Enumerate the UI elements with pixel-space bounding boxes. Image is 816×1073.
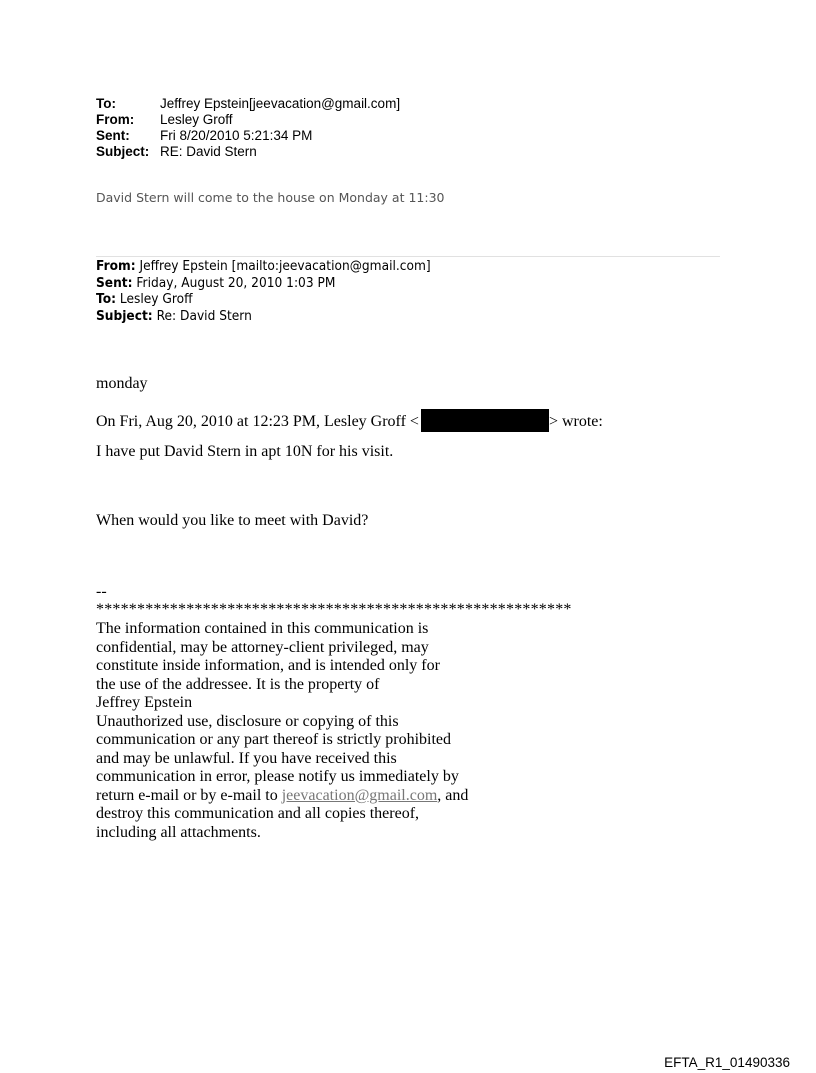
disclaimer-line: and may be unlawful. If you have received this [96, 749, 397, 767]
quoted-from-row [96, 259, 431, 276]
quoted-subject-row [96, 309, 431, 326]
disclaimer-line-prefix: return e-mail or by e-mail to [96, 786, 282, 804]
quoted-subject-value: Re: David Stern [152, 308, 252, 324]
sent-value: Fri 8/20/2010 5:21:34 PM [160, 128, 313, 143]
disclaimer-line: communication or any part thereof is strictly prohibited [96, 731, 452, 748]
to-value: Jeffrey Epstein[jeevacation@gmail.com] [160, 96, 401, 111]
disclaimer-line-suffix: , and [437, 786, 469, 804]
on-date-suffix: > wrote: [548, 413, 603, 430]
subject-label: Subject: [96, 144, 150, 159]
redaction-box [421, 409, 549, 432]
disclaimer-line: including all attachments. [96, 823, 261, 841]
email-header [96, 96, 400, 160]
quoted-from-label: From: [96, 259, 136, 274]
quoted-from-value: Jeffrey Epstein [mailto:jeevacation@gmail.com] [135, 259, 431, 274]
header-sent-row [96, 128, 400, 144]
from-label: From: [96, 112, 135, 127]
disclaimer-line: constitute inside information, and is intended only for [96, 657, 440, 674]
disclaimer-line: communication in error, please notify us immediately by [96, 768, 459, 785]
header-from-row [96, 112, 400, 128]
disclaimer-line: the use of the addressee. It is the property of [96, 675, 380, 693]
quoted-sent-row [96, 276, 431, 293]
sent-label: Sent: [96, 128, 130, 143]
email-link[interactable]: jeevacation@gmail.com [281, 786, 438, 804]
disclaimer-line: Unauthorized use, disclosure or copying of this [96, 712, 399, 730]
disclaimer-line: The information contained in this communication is [96, 620, 429, 637]
signature-stars: ********************************************************** [96, 601, 572, 618]
quoted-sent-value: Friday, August 20, 2010 1:03 PM [132, 275, 336, 291]
disclaimer-line [96, 787, 468, 806]
on-date-line [96, 409, 603, 432]
disclaimer [96, 620, 468, 842]
quoted-subject-label: Subject: [96, 308, 153, 324]
disclaimer-line: destroy this communication and all copies thereof, [96, 805, 420, 822]
quoted-to-label: To: [96, 292, 117, 307]
quoted-to-value: Lesley Groff [116, 292, 193, 307]
disclaimer-line: Jeffrey Epstein [96, 694, 193, 711]
header-to-row [96, 96, 400, 112]
quote-divider [96, 256, 720, 257]
signature-dashes: -- [96, 583, 107, 600]
apt-line: I have put David Stern in apt 10N for his visit. [96, 443, 394, 460]
subject-value: RE: David Stern [160, 144, 257, 159]
quoted-sent-label: Sent: [96, 275, 133, 291]
from-value: Lesley Groff [160, 112, 233, 127]
monday-text: monday [96, 375, 148, 392]
header-subject-row [96, 144, 400, 160]
on-date-prefix: On Fri, Aug 20, 2010 at 12:23 PM, Lesley Groff < [96, 413, 419, 430]
to-label: To: [96, 96, 116, 111]
document-id: EFTA_R1_01490336 [664, 1055, 790, 1070]
reply-text: David Stern will come to the house on Monday at 11:30 [96, 190, 445, 205]
disclaimer-line: confidential, may be attorney-client privileged, may [96, 638, 429, 656]
quoted-to-row [96, 292, 431, 309]
quoted-header [96, 259, 431, 325]
question-line: When would you like to meet with David? [96, 512, 369, 529]
